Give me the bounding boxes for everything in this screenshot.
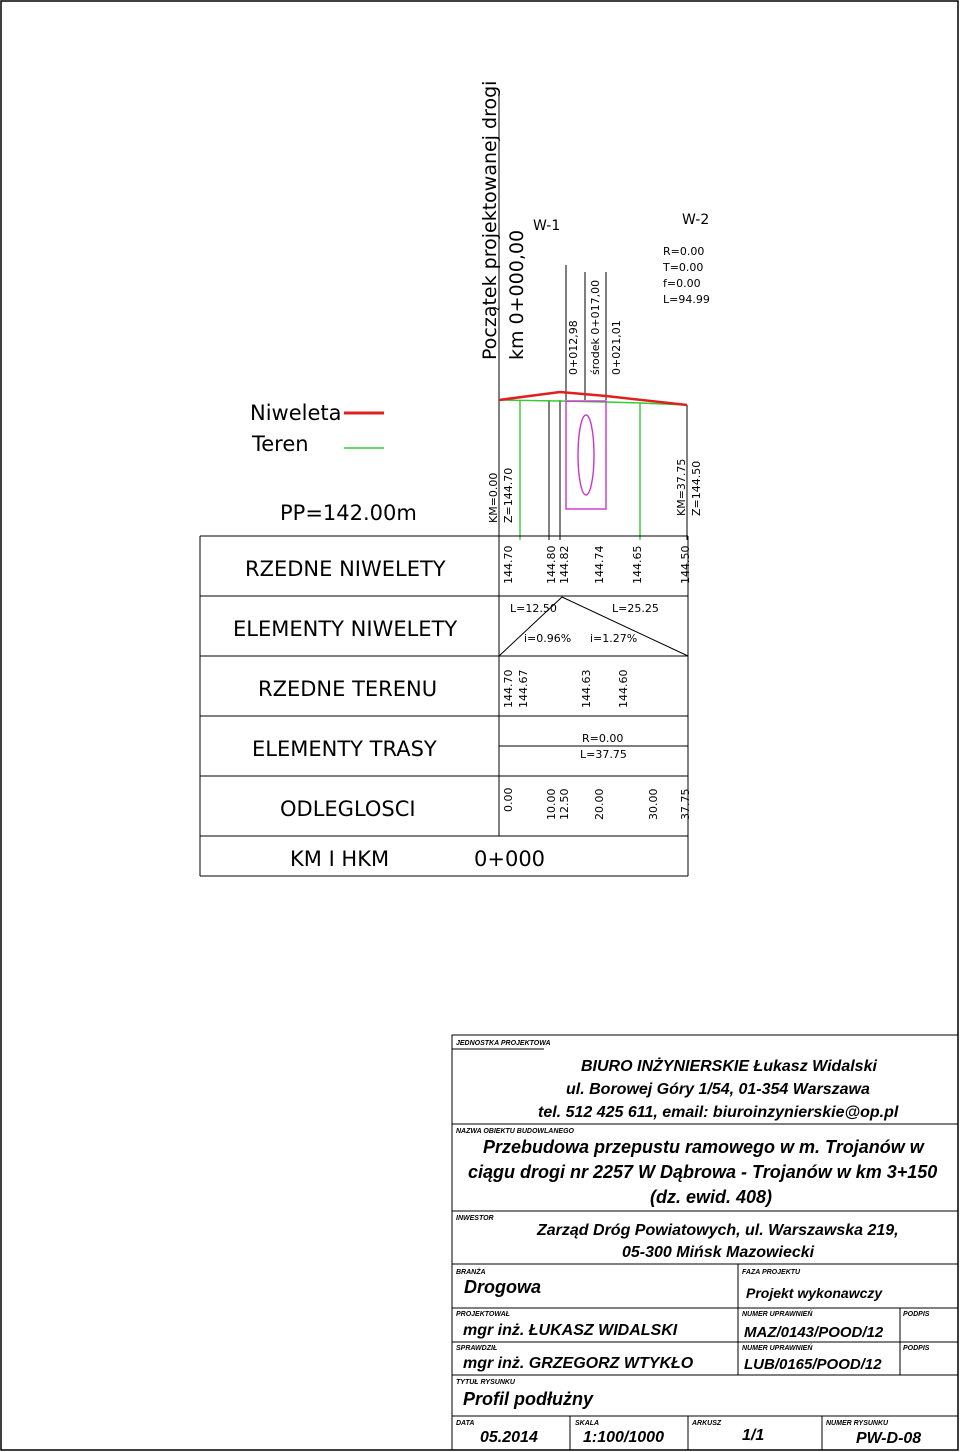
numer-rysunku-value: PW-D-08 [856, 1430, 922, 1447]
firm-address: ul. Borowej Góry 1/54, 01-354 Warszawa [566, 1081, 870, 1098]
start-title: Początek projektowanej drogi [479, 80, 501, 360]
rt-3: 144.63 [580, 669, 593, 708]
rt-1: 144.70 [502, 669, 515, 708]
table-row-labels [233, 557, 457, 871]
numer-label-2: NUMER UPRAWNIEŃ [742, 1345, 813, 1352]
legend [250, 401, 384, 456]
rn-4: 144.74 [593, 545, 606, 584]
row-label-elementy-niwelety: ELEMENTY NIWELETY [233, 617, 458, 641]
numer-value-2: LUB/0165/POOD/12 [744, 1356, 882, 1373]
elementy-niwelety-values [510, 602, 659, 645]
w2-label: W-2 [682, 212, 710, 228]
od-2: 10.00 [545, 788, 558, 820]
inwestor-label: INWESTOR [456, 1215, 494, 1222]
row-label-rzedne-niwelety: RZEDNE NIWELETY [245, 557, 446, 581]
tytul-label: TYTUŁ RYSUNKU [456, 1379, 515, 1386]
pp-label: PP=142.00m [280, 501, 417, 525]
jednostka-label: JEDNOSTKA PROJEKTOWA [456, 1040, 551, 1047]
et-r: R=0.00 [582, 732, 624, 745]
branza-label: BRANŻA [456, 1269, 486, 1276]
data-label: DATA [456, 1420, 475, 1427]
station-2: środek 0+017,00 [589, 279, 602, 375]
podpis-label-1: PODPIS [903, 1311, 930, 1318]
curve-l: L=94.99 [663, 293, 710, 306]
row-label-km: KM I HKM [290, 847, 390, 871]
station-3: 0+021,01 [610, 320, 623, 375]
od-3: 12.50 [558, 788, 571, 820]
sprawdzil-value: mgr inż. GRZEGORZ WTYKŁO [463, 1355, 694, 1372]
tytul-value: Profil podłużny [463, 1389, 593, 1409]
firm-contact: tel. 512 425 611, email: biuroinzynierskie@op.pl [538, 1104, 899, 1121]
legend-teren-label: Teren [252, 432, 309, 456]
od-6: 37.75 [679, 788, 692, 820]
od-1: 0.00 [502, 787, 515, 812]
skala-label: SKALA [575, 1420, 600, 1427]
podpis-label-2: PODPIS [903, 1345, 930, 1352]
faza-value: Projekt wykonawczy [746, 1285, 883, 1301]
legend-niweleta-label: Niweleta [250, 401, 342, 425]
row-label-rzedne-terenu: RZEDNE TERENU [258, 677, 438, 701]
rt-2: 144.67 [517, 669, 530, 708]
arkusz-value: 1/1 [742, 1427, 765, 1444]
numer-label-1: NUMER UPRAWNIEŃ [742, 1311, 813, 1318]
et-l: L=37.75 [580, 748, 627, 761]
start-point-km: KM=0.00 [487, 472, 500, 523]
od-4: 20.00 [593, 788, 606, 820]
curve-f: f=0.00 [663, 277, 701, 290]
end-point-z: Z=144.50 [690, 460, 703, 516]
row-label-elementy-trasy: ELEMENTY TRASY [252, 737, 437, 761]
rn-3: 144.82 [558, 545, 571, 584]
rn-6: 144.50 [679, 545, 692, 584]
skala-value: 1:100/1000 [583, 1429, 664, 1446]
rzedne-niwelety-values [502, 546, 692, 585]
rzedne-terenu-values [502, 670, 630, 709]
curve-r: R=0.00 [663, 245, 705, 258]
culvert [566, 401, 606, 509]
data-value: 05.2014 [480, 1429, 538, 1446]
curve-t: T=0.00 [663, 261, 704, 274]
obiekt-line-1: Przebudowa przepustu ramowego w m. Trojanów w [483, 1137, 924, 1157]
projektowal-label: PROJEKTOWAŁ [456, 1311, 510, 1318]
obiekt-label: NAZWA OBIEKTU BUDOWLANEGO [456, 1128, 574, 1135]
faza-label: FAZA PROJEKTU [742, 1269, 801, 1276]
odleglosci-values [502, 788, 692, 821]
profile-header [479, 81, 710, 375]
en-l1: L=12.50 [510, 602, 557, 615]
start-point-z: Z=144.70 [502, 467, 515, 523]
rn-5: 144.65 [631, 545, 644, 584]
od-5: 30.00 [647, 788, 660, 820]
km-value: 0+000 [474, 847, 546, 871]
obiekt-line-2: ciągu drogi nr 2257 W Dąbrowa - Trojanów w km 3+150 [468, 1162, 938, 1182]
inwestor-line-1: Zarząd Dróg Powiatowych, ul. Warszawska 219, [537, 1222, 899, 1239]
branza-value: Drogowa [464, 1277, 542, 1297]
numer-rysunku-label: NUMER RYSUNKU [826, 1420, 889, 1427]
row-label-odleglosci: ODLEGLOSCI [280, 797, 416, 821]
projektowal-value: mgr inż. ŁUKASZ WIDALSKI [463, 1322, 678, 1339]
rn-2: 144.80 [545, 545, 558, 584]
en-i1: i=0.96% [524, 632, 572, 645]
profile-table-grid [200, 536, 688, 876]
station-1: 0+012,98 [567, 320, 580, 375]
end-point-km: KM=37.75 [675, 458, 688, 516]
obiekt-line-3: (dz. ewid. 408) [650, 1187, 773, 1207]
numer-value-1: MAZ/0143/POOD/12 [744, 1324, 884, 1341]
en-i2: i=1.27% [590, 632, 638, 645]
rt-4: 144.60 [617, 669, 630, 708]
rn-1: 144.70 [502, 545, 515, 584]
w1-label: W-1 [533, 218, 561, 234]
sprawdzil-label: SPRAWDZIŁ [456, 1345, 498, 1352]
arkusz-label: ARKUSZ [692, 1420, 722, 1427]
firm-name: BIURO INŻYNIERSKIE Łukasz Widalski [581, 1058, 877, 1075]
title-block [456, 1040, 937, 1447]
start-km: km 0+000,00 [506, 229, 528, 360]
inwestor-line-2: 05-300 Mińsk Mazowiecki [622, 1244, 815, 1261]
en-l2: L=25.25 [612, 602, 659, 615]
grade-line [499, 392, 687, 405]
